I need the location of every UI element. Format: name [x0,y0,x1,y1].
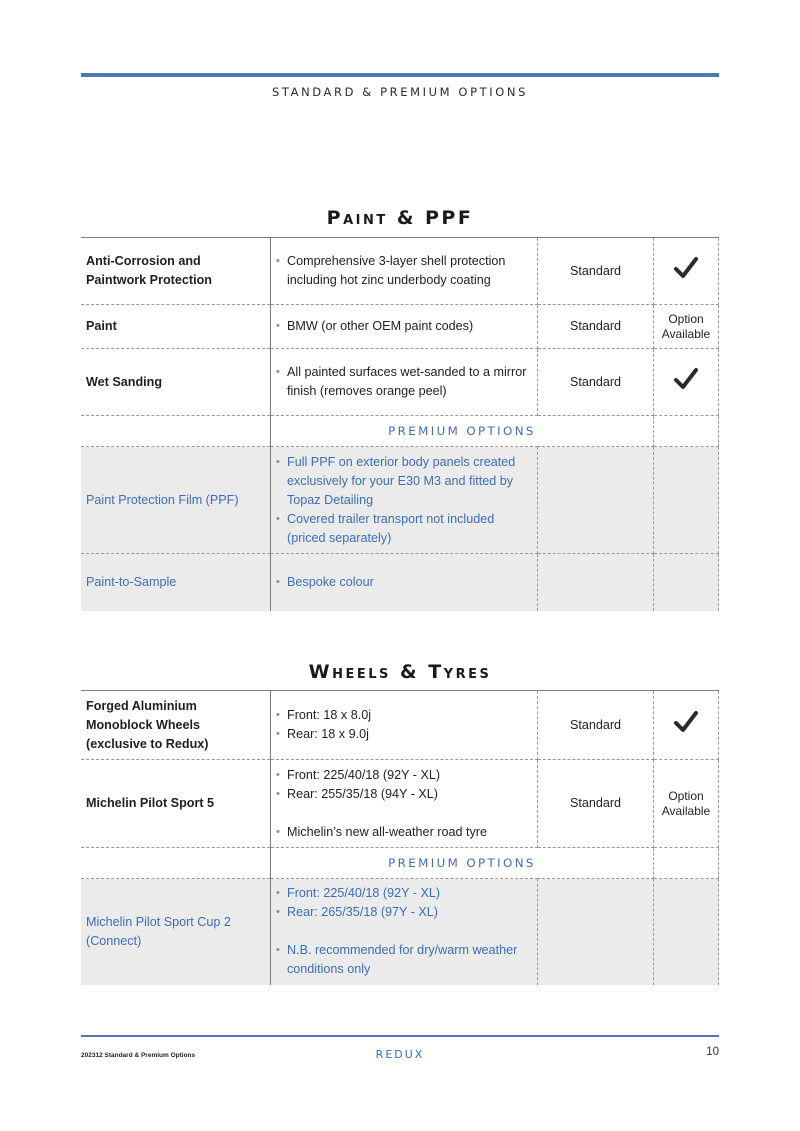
option-name: Wet Sanding [81,349,271,416]
list-item: • Bespoke colour [276,573,531,592]
table-row [81,691,719,760]
option-name: Anti-Corrosion and Paintwork Protection [81,238,271,305]
option-available-label: Option Available [661,311,711,341]
option-available-label: Option Available [661,788,711,818]
list-item: • N.B. recommended for dry/warm weather conditions only [276,941,531,979]
footer-doc-label: 202312 Standard & Premium Options [81,1052,196,1059]
list-item: • Comprehensive 3-layer shell protection including hot zinc underbody coating [276,252,531,290]
indicator-cell [654,691,719,760]
footer-brand-logo: REDUX [375,1048,425,1061]
table-row [81,879,719,985]
premium-options-label: PREMIUM OPTIONS [271,416,654,447]
option-name: Paint-to-Sample [81,554,271,611]
option-details [271,238,538,305]
list-item: • Front: 18 x 8.0j [276,706,531,725]
table-row [81,554,719,611]
option-status: Standard [538,760,654,848]
option-status: Standard [538,238,654,305]
option-status: Standard [538,305,654,349]
table-row [81,305,719,349]
check-icon [674,710,698,734]
list-item: • Front: 225/40/18 (92Y - XL) [276,884,531,903]
indicator-cell [654,238,719,305]
table-row [81,447,719,554]
option-details [271,305,538,349]
option-details [271,349,538,416]
list-item: • Front: 225/40/18 (92Y - XL) [276,766,531,785]
paint-options-table [81,237,719,611]
table-row [81,349,719,416]
table-row [81,760,719,848]
list-item: • Rear: 265/35/18 (97Y - XL) [276,903,531,922]
option-details [271,447,538,554]
indicator-cell [654,760,719,848]
option-details [271,691,538,760]
page-number: 10 [706,1046,719,1058]
wheels-options-table [81,690,719,985]
premium-options-header [81,848,719,879]
page-header-title: STANDARD & PREMIUM OPTIONS [271,85,528,99]
section-title-wheels: Wheels & Tyres [308,661,492,683]
option-details [271,554,538,611]
premium-options-label: PREMIUM OPTIONS [271,848,654,879]
option-status: Standard [538,349,654,416]
table-row [81,238,719,305]
option-name: Paint [81,305,271,349]
option-details [271,760,538,848]
check-icon [674,256,698,280]
list-item: • Rear: 255/35/18 (94Y - XL) [276,785,531,804]
section-title-paint: Paint & PPF [326,207,474,229]
option-details [271,879,538,985]
list-item: • Covered trailer transport not included (priced separately) [276,510,531,548]
option-name: Michelin Pilot Sport 5 [81,760,271,848]
list-item: • All painted surfaces wet-sanded to a mirror finish (removes orange peel) [276,363,531,401]
check-icon [674,367,698,391]
list-item: • BMW (or other OEM paint codes) [276,317,531,336]
footer-rule [81,1035,719,1037]
list-item: • Rear: 18 x 9.0j [276,725,531,744]
premium-options-header [81,416,719,447]
list-item: • Michelin’s new all-weather road tyre [276,823,531,842]
option-name: Forged Aluminium Monoblock Wheels (exclusive to Redux) [81,691,271,760]
indicator-cell [654,305,719,349]
option-status: Standard [538,691,654,760]
header-rule [81,73,719,77]
option-name: Paint Protection Film (PPF) [81,447,271,554]
list-item: • Full PPF on exterior body panels created exclusively for your E30 M3 and fitted by Topaz Detailing [276,453,531,510]
indicator-cell [654,349,719,416]
option-name: Michelin Pilot Sport Cup 2 (Connect) [81,879,271,985]
